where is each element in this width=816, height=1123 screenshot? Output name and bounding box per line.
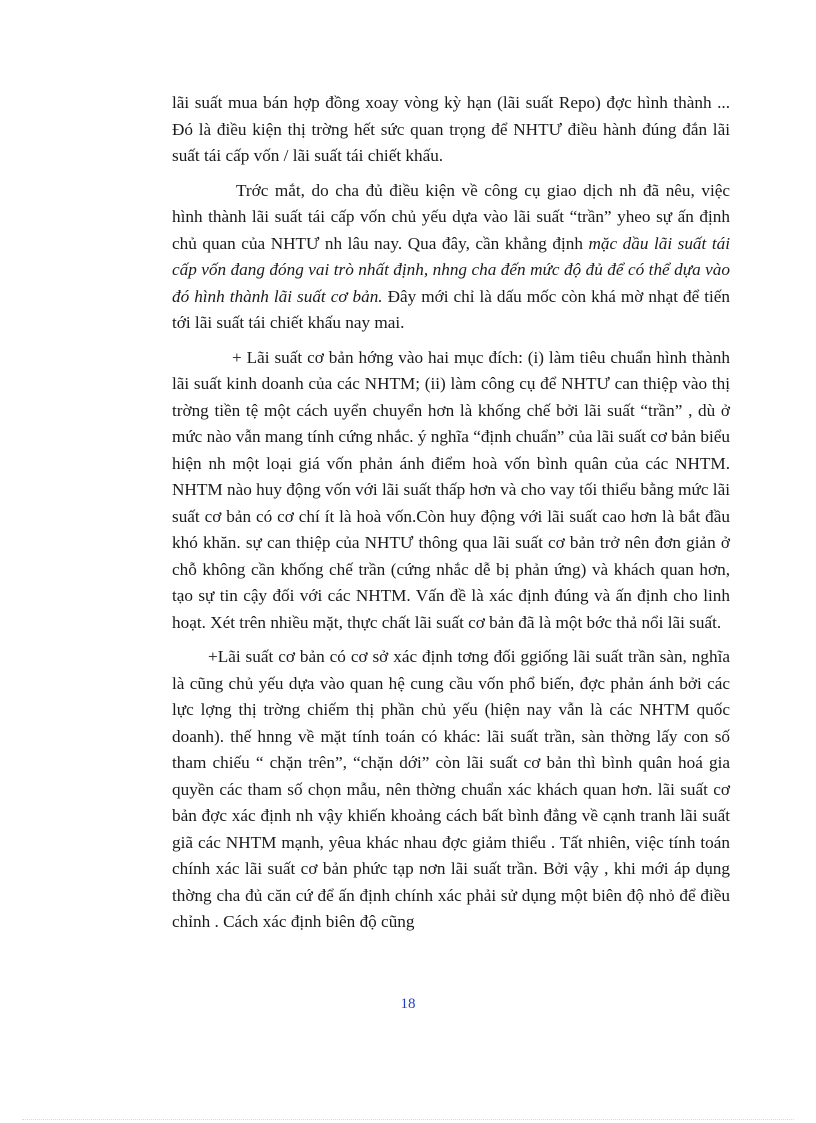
page-number: 18: [400, 996, 416, 1012]
paragraph-1: lãi suất mua bán hợp đồng xoay vòng kỳ hạn (lãi suất Repo) đợc hình thành ... Đó là điều kiện thị trờng hết sức quan trọng để NHTƯ điều hành đúng đắn lãi suất tái cấp vốn / lãi suất tái chiết khấu.: [172, 93, 730, 165]
paragraph-2: [172, 178, 730, 337]
page-bottom-divider: [22, 1119, 794, 1120]
paragraph-2-text-b: Đây mới chỉ là dấu mốc còn khá mờ nhạt để tiến tới lãi suất tái chiết khấu nay mai.: [172, 286, 730, 332]
document-body: [172, 90, 730, 944]
paragraph-2-text-a: Trớc mắt, do cha đủ điều kiện về công cụ giao dịch nh đã nêu, việc hình thành lãi suất tái cấp vốn chủ yếu dựa vào lãi suất “trần” yheo sự ấn định chủ quan của NHTƯ nh lâu nay. Qua đây, cần khẳng định: [172, 180, 730, 253]
paragraph-4: +Lãi suất cơ bản có cơ sở xác định tơng đối ggiống lãi suất trần sàn, nghĩa là cũng chủ yếu dựa vào quan hệ cung cầu vốn phổ biến, đợc phản ánh bởi các lực lợng thị trờng chiếm thị phần chủ yếu (hiện nay vẫn là các NHTM quốc doanh). thế hnng về mặt tính toán có khác: lãi suất trần, sàn thờng lấy con số tham chiếu “ chặn trên”, “chặn dới” còn lãi suất cơ bản thì bình quân hoá gia quyền các tham số chọn mẫu, nên thờng chuẩn xác khách quan hơn. lãi suất cơ bản đợc xác định nh vậy khiến khoảng cách bất bình đẳng về cạnh tranh lãi suất giã các NHTM mạnh, yêua khác nhau đợc giảm thiểu . Tất nhiên, việc tính toán chính xác lãi suất cơ bản phức tạp nơn lãi suất trần. Bởi vậy , khi mới áp dụng thờng cha đủ căn cứ để ấn định chính xác phải sử dụng một biên độ nhỏ để điều chỉnh . Cách xác định biên độ cũng: [172, 647, 730, 931]
paragraph-3: + Lãi suất cơ bản hớng vào hai mục đích: (i) làm tiêu chuẩn hình thành lãi suất kinh doanh của các NHTM; (ii) làm công cụ để NHTƯ can thiệp vào thị trờng tiền tệ một cách uyển chuyển hơn là khống chế bởi lãi suất “trần” , dù ở mức nào vẫn mang tính cứng nhắc. ý nghĩa “định chuẩn” của lãi suất cơ bản biểu hiện nh một loại giá vốn phản ánh điểm hoà vốn bình quân của các NHTM. NHTM nào huy động vốn với lãi suất thấp hơn và cho vay tối thiểu bằng mức lãi suất cơ bản có cơ chí ít là hoà vốn.Còn huy động với lãi suất cao hơn là bắt đầu khó khăn. sự can thiệp của NHTƯ thông qua lãi suất cơ bản trở nên đơn giản ở chỗ không cần khống chế trần (cứng nhắc dễ bị phản ứng) và khách quan hơn, tạo sự tin cậy đối với các NHTM. Vấn đề là xác định đúng và ấn định cho linh hoạt. Xét trên nhiều mặt, thực chất lãi suất cơ bản đã là một bớc thả nổi lãi suất.: [172, 347, 730, 632]
paragraph-2-emphasis: mặc dầu lãi suất tái cấp vốn đang đóng vai trò nhất định, nhng cha đến mức độ đủ để có thể dựa vào đó hình thành lãi suất cơ bản.: [172, 233, 730, 306]
